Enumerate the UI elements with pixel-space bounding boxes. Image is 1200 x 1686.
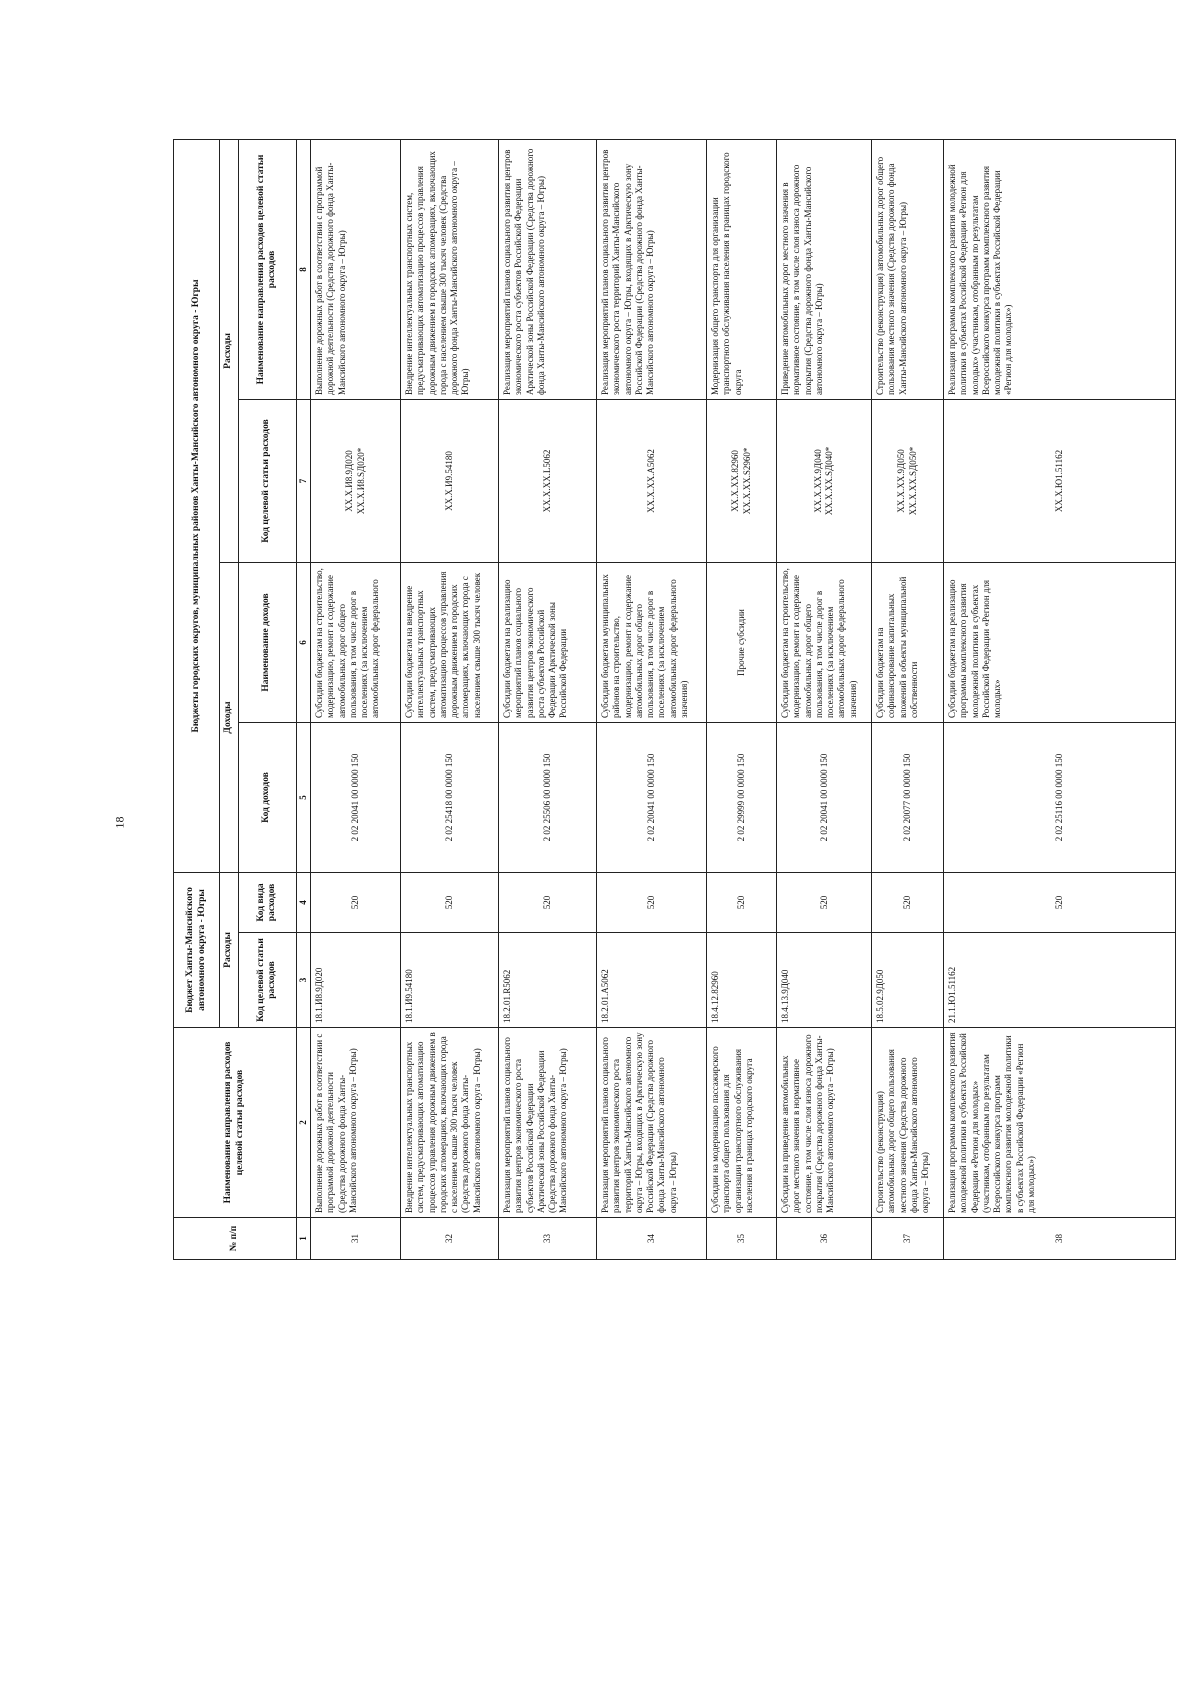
row-num: 36 [777,1218,872,1260]
row-num: 34 [597,1218,707,1260]
header-municipal-expenses: Расходы [220,139,239,562]
row-type-code: 520 [311,872,401,932]
row-direction: Внедрение интеллектуальных транспортных систем, предусматривающих автоматизацию процессов управления дорожным движением в городских агломерациях, включающих города с населением свыше 300 тысяч человек (Средства дорожного фонда Ханты-Мансийского автономного округа – Югры) [401,1028,499,1218]
header-okrug-expenses: Расходы [220,872,239,1027]
column-number: 3 [296,933,310,1028]
header-income-code: Код доходов [238,722,296,872]
row-target-code: 18.5.02.9Д050 [872,933,944,1028]
row-municipal-codes [707,399,777,562]
municipal-code: XX.X.XX.S2960* [741,447,752,515]
municipal-code: XX.X.XX.9Д050 [896,449,907,513]
header-municipal-budget: Бюджеты городских округов, муниципальных районов Ханты-Мансийского автономного округа - Югры [174,139,220,872]
table-row [597,139,707,1259]
row-municipal-direction: Модернизация общего транспорта для организации транспортного обслуживания населения в границах городского округа [707,139,777,399]
column-number: 6 [296,562,310,722]
row-target-code: 21.1.Ю1.51162 [944,933,1176,1028]
row-type-code: 520 [499,872,597,932]
row-type-code: 520 [707,872,777,932]
header-municipal-direction: Наименование направления расходов целевой статьи расходов [238,139,296,399]
row-direction: Реализация мероприятий планов социального развития центров экономического роста субъектов Российской Федерации Арктической зоны Российской Федерации (Средства дорожного фонда Ханты-Мансийского автономного округа – Югры) [499,1028,597,1218]
row-target-code: 18.1.И8.9Д020 [311,933,401,1028]
row-type-code: 520 [944,872,1176,932]
row-direction: Субсидии на модернизацию пассажирского транспорта общего пользования для организации транспортного обслуживания населения в границах городского округа [707,1028,777,1218]
row-municipal-codes [401,399,499,562]
row-municipal-direction: Реализация мероприятий планов социального развития центров экономического роста территорий Ханты-Мансийского автономного округа – Югры, входящих в Арктическую зону Российской Федерации (Средства дорожного фонда Ханты-Мансийского автономного округа – Югры) [597,139,707,399]
row-num: 31 [311,1218,401,1260]
row-target-code: 18.1.И9.54180 [401,933,499,1028]
row-income-code: 2 02 25116 00 0000 150 [944,722,1176,872]
row-num: 33 [499,1218,597,1260]
row-municipal-direction: Реализация программы комплексного развития молодежной политики в субъектах Российской Федерации «Регион для молодых» (участникам, отобранным по результатам Всероссийского конкурса программ комплексного развития молодежной политики в субъектах Российской Федерации «Регион для молодых») [944,139,1176,399]
row-income-code: 2 02 25506 00 0000 150 [499,722,597,872]
table-row [311,139,401,1259]
row-municipal-codes [499,399,597,562]
row-direction: Выполнение дорожных работ в соответствии с программой дорожной деятельности (Средства дорожного фонда Ханты-Мансийского автономного округа – Югры) [311,1028,401,1218]
row-income-name: Прочие субсидии [707,562,777,722]
row-municipal-codes [311,399,401,562]
row-direction: Субсидии на приведение автомобильных дорог местного значения в нормативное состояние, в том числе слоя износа дорожного покрытия (Средства дорожного фонда Ханты-Мансийского автономного округа – Югры) [777,1028,872,1218]
row-income-name: Субсидии бюджетам на реализацию мероприятий планов социального развития центров экономического роста субъектов Российской Федерации Арктической зоны Российской Федерации [499,562,597,722]
header-type-code: Код вида расходов [238,872,296,932]
column-number: 8 [296,139,310,399]
row-income-name: Субсидии бюджетам на софинансирование капитальных вложений в объекты муниципальной собственности [872,562,944,722]
row-municipal-codes [777,399,872,562]
municipal-code: XX.X.И8.SД020* [355,447,366,515]
municipal-code: XX.X.XX.SД050* [907,446,918,516]
row-income-name: Субсидии бюджетам на реализацию программы комплексного развития молодежной политики в субъектах Российской Федерации «Регион для молодых» [944,562,1176,722]
column-number-row [296,139,310,1259]
row-income-name: Субсидии бюджетам муниципальных районов на строительство, модернизацию, ремонт и содержание автомобильных дорог общего пользования, в том числе дорог в поселениях (за исключением автомобильных дорог федерального значения) [597,562,707,722]
row-income-name: Субсидии бюджетам на строительство, модернизацию, ремонт и содержание автомобильных дорог общего пользования, в том числе дорог в поселениях (за исключением автомобильных дорог федерального значения) [777,562,872,722]
municipal-code: XX.X.XX.82960 [730,450,741,512]
row-target-code: 18.4.12.82960 [707,933,777,1028]
column-number: 7 [296,399,310,562]
row-target-code: 18.2.01.R5062 [499,933,597,1028]
row-direction: Реализация мероприятий планов социального развития центров экономического роста территорий Ханты-Мансийского автономного округа – Югры, входящих в Арктическую зону Российской Федерации (Средства дорожного фонда Ханты-Мансийского автономного округа – Югры) [597,1028,707,1218]
row-type-code: 520 [777,872,872,932]
header-income-name: Наименование доходов [238,562,296,722]
row-type-code: 520 [401,872,499,932]
row-income-code: 2 02 20041 00 0000 150 [777,722,872,872]
row-municipal-direction: Реализация мероприятий планов социального развития центров экономического роста субъектов Российской Федерации Арктической зоны Российской Федерации (Средства дорожного фонда Ханты-Мансийского автономного округа – Югры) [499,139,597,399]
header-num: № п/п [174,1218,297,1260]
municipal-code: XX.X.И9.54180 [444,451,454,511]
row-income-name: Субсидии бюджетам на строительство, модернизацию, ремонт и содержание автомобильных дорог общего пользования, в том числе дорог в поселениях (за исключением автомобильных дорог федерального [311,562,401,722]
municipal-code: XX.X.XX.9Д040 [812,449,823,513]
table-row [401,139,499,1259]
row-target-code: 18.2.01.А5062 [597,933,707,1028]
budget-table [173,139,1176,1260]
municipal-code: XX.X.Ю1.51162 [1053,449,1064,513]
row-income-code: 2 02 20041 00 0000 150 [597,722,707,872]
header-income: Доходы [220,562,239,872]
column-number: 2 [296,1028,310,1218]
table-row [872,139,944,1259]
row-num: 37 [872,1218,944,1260]
row-income-code: 2 02 29999 00 0000 150 [707,722,777,872]
header-target-code: Код целевой статьи расходов [238,933,296,1028]
municipal-code: XX.X.XX.SД040* [824,446,835,516]
table-row [707,139,777,1259]
row-municipal-codes [944,399,1176,562]
row-type-code: 520 [872,872,944,932]
row-target-code: 18.4.13.9Д040 [777,933,872,1028]
table-row [777,139,872,1259]
row-municipal-codes [872,399,944,562]
municipal-code: XX.X.И8.9Д020 [344,450,355,512]
row-type-code: 520 [597,872,707,932]
row-direction: Строительство (реконструкция) автомобильных дорог общего пользования местного значения (Средства дорожного фонда Ханты-Мансийского автономного округа – Югры) [872,1028,944,1218]
rotated-page [173,140,1176,1260]
column-number: 4 [296,872,310,932]
table-row [944,139,1176,1259]
row-income-code: 2 02 20041 00 0000 150 [311,722,401,872]
page-number: 18 [112,816,127,829]
municipal-code: XX.X.XX.L5062 [542,449,552,513]
header-direction: Наименование направления расходов целевой статьи расходов [174,1028,297,1218]
table-row [499,139,597,1259]
row-municipal-codes [597,399,707,562]
row-income-code: 2 02 25418 00 0000 150 [401,722,499,872]
row-municipal-direction: Приведение автомобильных дорог местного значения в нормативное состояние, в том числе слоя износа дорожного покрытия (Средства дорожного фонда Ханты-Мансийского автономного округа – Югры) [777,139,872,399]
row-municipal-direction: Выполнение дорожных работ в соответствии с программой дорожной деятельности (Средства дорожного фонда Ханты-Мансийского автономного округа – Югры) [311,139,401,399]
row-num: 38 [944,1218,1176,1260]
row-municipal-direction: Внедрение интеллектуальных транспортных систем, предусматривающих автоматизацию процессов управления дорожным движением в городских агломерациях, включающих города с населением свыше 300 тысяч человек (Средства дорожного фонда Ханты-Мансийского автономного округа – Югры) [401,139,499,399]
header-okrug-budget: Бюджет Ханты-Мансийского автономного округа - Югры [174,872,220,1027]
header-municipal-target-code: Код целевой статьи расходов [238,399,296,562]
row-income-code: 2 02 20077 00 0000 150 [872,722,944,872]
row-num: 35 [707,1218,777,1260]
row-num: 32 [401,1218,499,1260]
column-number: 5 [296,722,310,872]
column-number: 1 [296,1218,310,1260]
row-municipal-direction: Строительство (реконструкция) автомобильных дорог общего пользования местного значения (Средства дорожного фонда Ханты-Мансийского автономного округа – Югры) [872,139,944,399]
row-direction: Реализация программы комплексного развития молодежной политики в субъектах Российской Федерации «Регион для молодых» (участникам, отобранным по результатам Всероссийского конкурса программ комплексного развития молодежной политики в субъектах Российской Федерации «Регион для молодых») [944,1028,1176,1218]
row-income-name: Субсидии бюджетам на внедрение интеллектуальных транспортных систем, предусматривающих автоматизацию процессов управления дорожным движением в городских агломерациях, включающих города с населением свыше 300 тысяч человек [401,562,499,722]
municipal-code: XX.X.XX.А5062 [646,449,656,513]
